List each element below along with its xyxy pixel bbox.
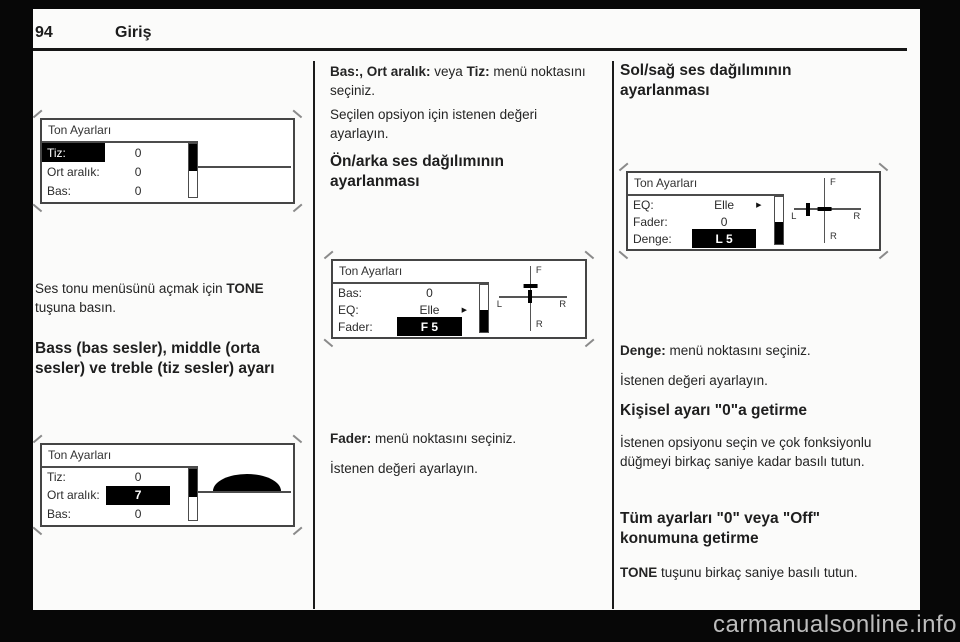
menu-label: EQ: — [338, 302, 359, 317]
paragraph — [620, 563, 876, 582]
menu-row — [628, 213, 774, 230]
rear-label: R — [830, 231, 837, 242]
submenu-arrow-icon: ▶ — [756, 201, 762, 209]
tone-button-ref: TONE — [620, 565, 658, 580]
left-label: L — [791, 211, 797, 222]
eq-curve-baseline — [198, 491, 291, 493]
header-rule — [33, 48, 907, 51]
menu-list — [42, 143, 188, 200]
section-heading: Bass (bas sesler), middle (orta sesler) ve treble (tiz sesler) ayarı — [35, 340, 275, 378]
page-number: 94 — [35, 24, 53, 41]
menu-label: Fader: — [633, 214, 668, 229]
right-label: R — [853, 211, 861, 222]
menu-label-selected: Tiz: — [42, 143, 105, 162]
menu-list — [628, 196, 774, 247]
rear-label: R — [535, 319, 543, 330]
scrollbar-thumb — [775, 222, 783, 244]
scrollbar-thumb — [480, 310, 488, 332]
frame-tick-icon — [619, 163, 628, 171]
display-panel-balance — [626, 171, 881, 251]
menu-value: 0 — [720, 214, 728, 229]
frame-tick-icon — [879, 163, 888, 171]
menu-value: 0 — [134, 145, 142, 160]
menu-row — [42, 143, 188, 162]
menu-item-ref: Bas:, Ort aralık: — [330, 64, 431, 79]
menu-row — [628, 230, 774, 247]
menu-label: Bas: — [338, 285, 363, 300]
right-label: R — [559, 299, 567, 310]
display-panel-tone-treble — [40, 118, 295, 204]
menu-label: Bas: — [47, 506, 72, 521]
menu-label: Ort aralık: — [47, 488, 100, 503]
menu-item-ref: Denge: — [620, 343, 666, 358]
menu-row — [333, 318, 479, 335]
menu-value-selected: 7 — [106, 486, 170, 505]
menu-value: 0 — [134, 183, 142, 198]
menu-value: 0 — [134, 470, 142, 485]
paragraph — [620, 341, 890, 360]
scrollbar-indicator — [188, 468, 198, 521]
menu-row — [333, 284, 479, 301]
column-divider — [612, 61, 614, 609]
scrollbar-indicator — [188, 143, 198, 198]
eq-curve-hump — [213, 474, 281, 491]
paragraph — [35, 279, 291, 317]
frame-tick-icon — [33, 204, 42, 212]
frame-tick-icon — [293, 204, 302, 212]
menu-row — [42, 486, 188, 504]
left-label: L — [496, 299, 503, 310]
menu-row — [42, 181, 188, 200]
paragraph-text: veya — [430, 64, 467, 79]
menu-value: 0 — [134, 506, 142, 521]
menu-value-selected: F 5 — [397, 317, 461, 336]
manual-page — [33, 9, 920, 610]
menu-label: Bas: — [47, 183, 72, 198]
paragraph-text: tuşunu birkaç saniye basılı tutun. — [657, 565, 858, 580]
section-heading: Sol/sağ ses dağılımının ayarlanması — [620, 62, 792, 100]
menu-value-selected: L 5 — [692, 229, 756, 248]
tone-button-ref: TONE — [226, 281, 264, 296]
menu-label: Ort aralık: — [47, 164, 100, 179]
paragraph: İstenen değeri ayarlayın. — [620, 373, 768, 388]
frame-tick-icon — [619, 251, 628, 259]
menu-row — [42, 162, 188, 181]
section-heading: Ön/arka ses dağılımının ayarlanması — [330, 153, 505, 191]
front-label: F — [535, 265, 542, 276]
panel-title: Ton Ayarları — [48, 448, 112, 462]
paragraph-text: menü noktasını seçiniz. — [330, 64, 586, 99]
frame-tick-icon — [293, 527, 302, 535]
menu-list — [42, 468, 188, 523]
menu-list — [333, 284, 479, 335]
display-panel-tone-midrange — [40, 443, 295, 527]
frame-tick-icon — [33, 527, 42, 535]
menu-label: EQ: — [633, 197, 654, 212]
frame-tick-icon — [33, 435, 42, 443]
menu-value: Elle — [714, 197, 735, 212]
menu-item-ref: Tiz: — [466, 64, 490, 79]
menu-row — [628, 196, 774, 213]
menu-item-ref: Fader: — [330, 431, 372, 446]
column-divider — [313, 61, 315, 609]
frame-tick-icon — [585, 251, 594, 259]
display-panel-fader — [331, 259, 587, 339]
balance-axis-horizontal — [499, 296, 567, 298]
section-heading: Tüm ayarları "0" veya "Off" konumuna getirme — [620, 510, 820, 548]
menu-label: Tiz: — [47, 470, 66, 485]
site-watermark: carmanualsonline.info — [713, 611, 957, 638]
fader-handle — [523, 284, 537, 288]
paragraph: Seçilen opsiyon için istenen değeri ayarlayın. — [330, 107, 538, 142]
panel-title: Ton Ayarları — [339, 264, 403, 278]
menu-value: 0 — [426, 285, 433, 300]
panel-title: Ton Ayarları — [634, 176, 698, 190]
paragraph-text: tuşuna basın. — [35, 300, 117, 316]
menu-value: Elle — [419, 302, 440, 317]
paragraph-text: Ses tonu menüsünü açmak için — [35, 281, 227, 296]
center-marker — [817, 207, 831, 211]
frame-tick-icon — [293, 110, 302, 118]
section-heading: Kişisel ayarı "0"a getirme — [620, 402, 808, 419]
front-label: F — [830, 177, 836, 188]
center-marker — [528, 290, 532, 303]
balance-handle — [806, 203, 810, 216]
menu-label: Fader: — [338, 319, 373, 334]
scrollbar-indicator — [774, 196, 784, 245]
paragraph: İstenen değeri ayarlayın. — [330, 461, 478, 476]
scrollbar-thumb — [189, 469, 197, 497]
submenu-arrow-icon: ▶ — [461, 306, 467, 314]
frame-tick-icon — [324, 251, 333, 259]
eq-curve-flat — [198, 166, 291, 168]
scrollbar-indicator — [479, 284, 489, 333]
paragraph-text: menü noktasını seçiniz. — [371, 431, 517, 446]
menu-row — [333, 301, 479, 318]
paragraph — [330, 429, 592, 448]
frame-tick-icon — [879, 251, 888, 259]
menu-label: Denge: — [633, 231, 672, 246]
menu-row — [42, 468, 188, 486]
paragraph: İstenen opsiyonu seçin ve çok fonksiyonlu düğmeyi birkaç saniye kadar basılı tutun. — [620, 435, 872, 470]
menu-row — [42, 505, 188, 523]
frame-tick-icon — [33, 110, 42, 118]
frame-tick-icon — [293, 435, 302, 443]
paragraph-text: menü noktasını seçiniz. — [665, 343, 811, 358]
paragraph — [330, 62, 592, 100]
frame-tick-icon — [324, 339, 333, 347]
frame-tick-icon — [585, 339, 594, 347]
panel-title: Ton Ayarları — [48, 123, 112, 137]
menu-value: 0 — [134, 164, 142, 179]
scrollbar-thumb — [189, 144, 197, 171]
chapter-title: Giriş — [115, 24, 152, 41]
